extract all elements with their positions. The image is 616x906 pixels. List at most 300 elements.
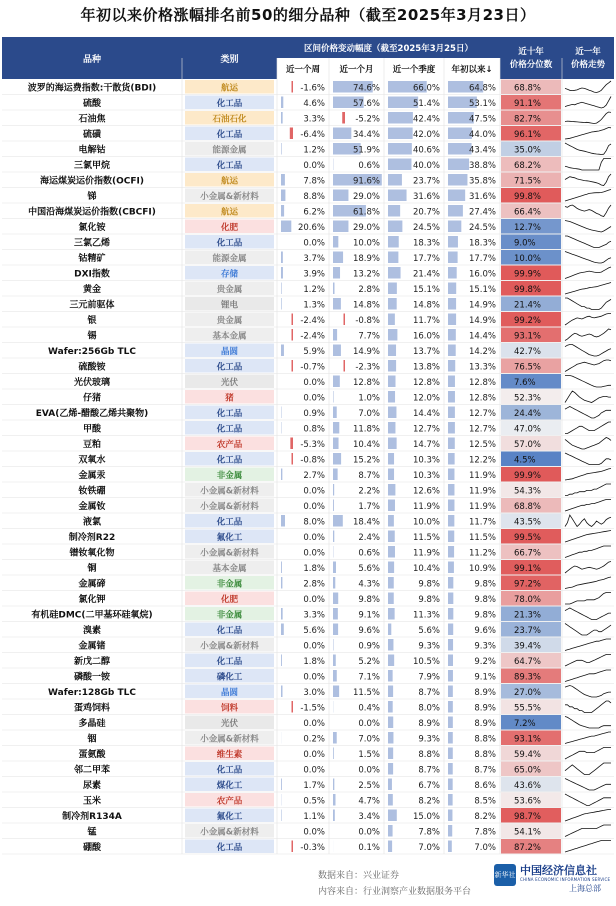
bar-y bbox=[448, 763, 453, 775]
value-q: 13.8% bbox=[412, 362, 440, 373]
value-m: 61.8% bbox=[352, 207, 380, 218]
value-q: 17.7% bbox=[412, 254, 440, 264]
trend-sparkline bbox=[565, 763, 611, 775]
bar-y bbox=[448, 407, 455, 419]
value-y: 11.2% bbox=[468, 548, 496, 559]
row-name: 锡 bbox=[87, 331, 97, 342]
value-m: 0.9% bbox=[358, 641, 380, 652]
trend-sparkline bbox=[565, 670, 611, 682]
source-line-2: 内容来自：行业洞察产业数据服务平台 bbox=[318, 887, 472, 897]
row-name: 金属汞 bbox=[78, 471, 106, 481]
bar-q bbox=[388, 329, 397, 341]
value-pct: 7.6% bbox=[514, 378, 536, 388]
row-name: 豆粕 bbox=[82, 440, 102, 450]
value-w: 20.6% bbox=[297, 223, 325, 233]
row-category: 化工品 bbox=[216, 626, 243, 636]
value-pct: 99.5% bbox=[514, 533, 542, 543]
value-w: 0.0% bbox=[303, 533, 325, 543]
value-w: 3.9% bbox=[303, 269, 325, 280]
trend-sparkline bbox=[565, 376, 611, 388]
bar-q bbox=[388, 484, 395, 496]
row-category: 基本金属 bbox=[212, 331, 247, 342]
bar-y bbox=[448, 577, 453, 589]
bar-m bbox=[333, 376, 340, 388]
value-m: -5.2% bbox=[355, 114, 380, 125]
bar-w bbox=[292, 453, 294, 465]
value-y: 44.0% bbox=[468, 130, 496, 140]
value-q: 10.5% bbox=[412, 657, 440, 667]
bar-y bbox=[448, 546, 454, 558]
row-name: 蛋氨酸 bbox=[78, 750, 106, 760]
value-pct: 53.6% bbox=[514, 796, 542, 807]
value-q: 14.8% bbox=[412, 300, 440, 311]
value-y: 18.3% bbox=[468, 238, 496, 249]
row-category: 晶圆 bbox=[220, 688, 239, 698]
bar-q bbox=[388, 221, 402, 233]
value-y: 11.9% bbox=[468, 471, 496, 481]
bar-q bbox=[388, 453, 394, 465]
trend-sparkline bbox=[565, 422, 611, 434]
value-pct: 21.3% bbox=[514, 610, 542, 621]
bar-w bbox=[281, 686, 283, 698]
row-name: 氯化铵 bbox=[78, 223, 106, 233]
value-m: 29.0% bbox=[352, 223, 380, 233]
value-w: 4.6% bbox=[303, 99, 325, 109]
value-y: 38.8% bbox=[468, 161, 496, 171]
bar-m bbox=[333, 422, 339, 434]
value-m: 3.4% bbox=[358, 812, 380, 822]
value-w: -0.7% bbox=[300, 362, 325, 373]
trend-sparkline bbox=[565, 329, 611, 341]
value-m: 0.6% bbox=[358, 161, 380, 171]
row-name: 锰 bbox=[87, 827, 97, 838]
value-w: 1.1% bbox=[303, 812, 325, 822]
row-name: 金属锗 bbox=[78, 641, 106, 652]
value-w: 5.6% bbox=[303, 626, 325, 636]
bar-y bbox=[448, 748, 453, 760]
header-name: 品种 bbox=[82, 55, 102, 65]
page-title: 年初以来价格涨幅排名前50的细分品种（截至2025年3月23日） bbox=[80, 6, 536, 24]
bar-q bbox=[388, 500, 395, 512]
bar-y bbox=[448, 701, 453, 713]
row-category: 能源金属 bbox=[212, 145, 247, 156]
bar-w bbox=[281, 190, 285, 202]
value-q: 10.3% bbox=[412, 455, 440, 466]
bar-y bbox=[448, 608, 453, 620]
data-table bbox=[2, 37, 614, 857]
bar-m bbox=[333, 686, 339, 698]
trend-sparkline bbox=[565, 345, 611, 357]
value-w: -0.3% bbox=[300, 843, 325, 853]
bar-q bbox=[388, 732, 393, 744]
value-w: 0.9% bbox=[303, 409, 325, 419]
value-y: 8.9% bbox=[474, 719, 496, 729]
value-pct: 24.4% bbox=[514, 409, 542, 419]
trend-sparkline bbox=[565, 515, 611, 527]
bar-m bbox=[333, 469, 338, 481]
row-name: 光伏玻璃 bbox=[73, 378, 111, 388]
value-pct: 54.1% bbox=[514, 827, 542, 838]
bar-m bbox=[333, 577, 335, 589]
value-m: 2.2% bbox=[358, 486, 380, 497]
bar-m bbox=[333, 670, 337, 682]
value-m: 74.6% bbox=[352, 83, 380, 94]
row-category: 小金属&新材料 bbox=[200, 827, 259, 838]
value-q: 9.3% bbox=[418, 641, 440, 652]
value-pct: 52.3% bbox=[514, 393, 542, 404]
value-q: 13.7% bbox=[412, 347, 440, 357]
trend-sparkline bbox=[565, 205, 611, 217]
value-m: 14.8% bbox=[352, 300, 380, 311]
bar-y bbox=[448, 360, 455, 372]
bar-q bbox=[388, 531, 395, 543]
row-name: 制冷剂R134A bbox=[62, 812, 122, 822]
value-pct: 66.4% bbox=[514, 207, 542, 218]
value-pct: 9.0% bbox=[514, 238, 536, 249]
value-y: 27.4% bbox=[468, 207, 496, 218]
value-q: 24.5% bbox=[412, 223, 440, 233]
row-category: 农产品 bbox=[216, 440, 243, 450]
trend-sparkline bbox=[565, 190, 611, 202]
bar-y bbox=[448, 345, 456, 357]
value-y: 9.2% bbox=[474, 657, 496, 667]
row-name: 镨钕氧化物 bbox=[69, 548, 115, 559]
row-category: 基本金属 bbox=[212, 564, 247, 574]
row-category: 氟化工 bbox=[216, 812, 243, 822]
bar-q bbox=[388, 236, 399, 248]
bar-q bbox=[388, 841, 392, 853]
value-pct: 78.0% bbox=[514, 595, 542, 605]
bar-y bbox=[448, 639, 453, 651]
value-m: 51.9% bbox=[352, 145, 380, 156]
value-pct: 54.3% bbox=[514, 486, 542, 497]
row-name: 中国沿海煤炭运价指数(CBCFI) bbox=[28, 207, 156, 218]
row-name: 有机硅DMC(二甲基环硅氧烷) bbox=[31, 610, 153, 621]
trend-sparkline bbox=[565, 391, 611, 403]
value-w: 0.0% bbox=[303, 765, 325, 776]
bar-m bbox=[333, 810, 335, 822]
bar-m bbox=[333, 190, 348, 202]
row-category: 航运 bbox=[220, 176, 239, 187]
bar-m bbox=[333, 593, 338, 605]
value-pct: 82.7% bbox=[514, 114, 542, 125]
value-y: 12.5% bbox=[468, 440, 496, 450]
value-pct: 55.5% bbox=[514, 703, 542, 714]
row-name: EVA(乙烯-醋酸乙烯共聚物) bbox=[35, 409, 149, 419]
trend-sparkline bbox=[565, 577, 611, 589]
value-q: 14.7% bbox=[412, 440, 440, 450]
bar-q bbox=[388, 128, 413, 140]
row-category: 化工品 bbox=[216, 657, 243, 667]
value-pct: 68.2% bbox=[514, 161, 542, 171]
value-y: 8.5% bbox=[474, 796, 496, 807]
row-category: 化工品 bbox=[216, 455, 243, 466]
value-y: 7.8% bbox=[474, 827, 496, 838]
bar-q bbox=[388, 593, 394, 605]
bar-m bbox=[342, 112, 345, 124]
value-y: 17.7% bbox=[468, 254, 496, 264]
row-category: 饲料 bbox=[220, 703, 239, 714]
value-y: 11.5% bbox=[468, 533, 496, 543]
row-category: 煤化工 bbox=[216, 781, 243, 791]
bar-y bbox=[448, 841, 452, 853]
value-m: 4.7% bbox=[358, 796, 380, 807]
value-q: 12.8% bbox=[412, 378, 440, 388]
value-m: 15.2% bbox=[352, 455, 380, 466]
bar-q bbox=[388, 391, 395, 403]
value-y: 53.1% bbox=[468, 99, 496, 109]
bar-q bbox=[388, 190, 407, 202]
header-pct-l2: 价格分位数 bbox=[509, 60, 553, 70]
bar-m bbox=[333, 748, 334, 760]
value-m: 14.9% bbox=[352, 347, 380, 357]
row-category: 化工品 bbox=[216, 424, 243, 435]
value-w: 5.9% bbox=[303, 347, 325, 357]
value-m: 5.2% bbox=[358, 657, 380, 667]
value-q: 31.6% bbox=[412, 192, 440, 202]
trend-sparkline bbox=[565, 655, 611, 667]
bar-m bbox=[333, 298, 341, 310]
bar-y bbox=[448, 438, 455, 450]
value-y: 35.8% bbox=[468, 176, 496, 187]
row-name: 钕铁硼 bbox=[78, 486, 106, 497]
value-pct: 93.1% bbox=[514, 331, 542, 342]
row-category: 存储 bbox=[220, 269, 239, 280]
value-q: 5.6% bbox=[418, 626, 440, 636]
row-name: 氯化钾 bbox=[78, 595, 106, 605]
header-ytd: 年初以来↓ bbox=[451, 65, 493, 75]
row-name: 三氯乙烯 bbox=[73, 238, 111, 249]
trend-sparkline bbox=[565, 608, 611, 620]
value-y: 24.5% bbox=[468, 223, 496, 233]
value-w: -2.4% bbox=[300, 331, 325, 342]
bar-y bbox=[448, 825, 452, 837]
value-y: 12.8% bbox=[468, 393, 496, 404]
row-name: DXI指数 bbox=[74, 269, 110, 280]
bar-q bbox=[388, 624, 391, 636]
bar-y bbox=[448, 562, 454, 574]
bar-y bbox=[448, 376, 455, 388]
value-y: 10.9% bbox=[468, 564, 496, 574]
value-q: 8.8% bbox=[418, 750, 440, 760]
value-pct: 71.5% bbox=[514, 176, 542, 187]
bar-m bbox=[333, 267, 340, 279]
value-y: 13.3% bbox=[468, 362, 496, 373]
value-m: -2.3% bbox=[355, 362, 380, 373]
value-m: 0.6% bbox=[358, 548, 380, 559]
row-name: 甲酸 bbox=[82, 424, 102, 435]
logo-subtitle: 上海总部 bbox=[569, 884, 601, 893]
bar-m bbox=[333, 624, 338, 636]
value-pct: 43.5% bbox=[514, 517, 542, 528]
row-name: 锑 bbox=[87, 192, 97, 202]
trend-sparkline bbox=[565, 221, 611, 233]
bar-y bbox=[448, 298, 456, 310]
value-m: 5.6% bbox=[358, 564, 380, 574]
value-w: 1.8% bbox=[303, 657, 325, 667]
value-q: 51.4% bbox=[412, 99, 440, 109]
trend-sparkline bbox=[565, 267, 611, 279]
value-m: -0.8% bbox=[355, 316, 380, 326]
bar-q bbox=[388, 639, 393, 651]
bar-w bbox=[281, 469, 282, 481]
value-q: 11.7% bbox=[412, 316, 440, 326]
bar-w bbox=[281, 345, 284, 357]
bar-q bbox=[388, 608, 395, 620]
value-w: 0.0% bbox=[303, 393, 325, 404]
row-category: 能源金属 bbox=[212, 254, 247, 264]
header-m1: 近一个月 bbox=[339, 65, 374, 75]
bar-q bbox=[388, 345, 396, 357]
trend-sparkline bbox=[565, 686, 611, 698]
value-w: 0.0% bbox=[303, 719, 325, 729]
value-pct: 99.8% bbox=[514, 192, 542, 202]
value-y: 47.5% bbox=[468, 114, 496, 125]
value-pct: 99.2% bbox=[514, 316, 542, 326]
row-name: 波罗的海运费指数:干散货(BDI) bbox=[27, 83, 157, 94]
value-m: 0.1% bbox=[358, 843, 380, 853]
value-m: 29.0% bbox=[352, 192, 380, 202]
value-m: 7.0% bbox=[358, 409, 380, 419]
value-w: 2.8% bbox=[303, 579, 325, 590]
value-y: 14.9% bbox=[468, 316, 496, 326]
bar-y bbox=[448, 314, 456, 326]
bar-m bbox=[333, 515, 343, 527]
value-y: 8.6% bbox=[474, 781, 496, 791]
value-q: 11.5% bbox=[412, 533, 440, 543]
row-category: 非金属 bbox=[216, 579, 243, 590]
row-category: 贵金属 bbox=[216, 316, 243, 326]
row-name: 硼酸 bbox=[82, 843, 102, 853]
bar-q bbox=[388, 655, 394, 667]
bar-w bbox=[281, 112, 283, 124]
value-m: 1.5% bbox=[358, 750, 380, 760]
value-q: 8.2% bbox=[418, 796, 440, 807]
bar-w bbox=[281, 562, 282, 574]
bar-w bbox=[281, 577, 282, 589]
trend-sparkline bbox=[565, 298, 611, 310]
header-range-group: 区间价格变动幅度（截至2025年3月25日） bbox=[304, 44, 473, 54]
value-q: 40.6% bbox=[412, 145, 440, 156]
row-category: 贵金属 bbox=[216, 285, 243, 295]
trend-sparkline bbox=[565, 624, 611, 636]
value-m: 2.4% bbox=[358, 533, 380, 543]
bar-y bbox=[448, 515, 454, 527]
bar-y bbox=[448, 717, 453, 729]
value-q: 9.3% bbox=[418, 734, 440, 745]
bar-m bbox=[333, 500, 334, 512]
bar-q bbox=[388, 701, 393, 713]
trend-sparkline bbox=[565, 531, 611, 543]
bar-m bbox=[333, 407, 337, 419]
value-pct: 27.0% bbox=[514, 688, 542, 698]
trend-sparkline bbox=[565, 159, 611, 171]
value-m: 8.7% bbox=[358, 471, 380, 481]
value-y: 8.2% bbox=[474, 812, 496, 822]
value-q: 7.0% bbox=[418, 843, 440, 853]
bar-m bbox=[333, 329, 337, 341]
value-m: 0.0% bbox=[358, 765, 380, 776]
value-m: 18.9% bbox=[352, 254, 380, 264]
row-category: 光伏 bbox=[220, 719, 239, 729]
row-name: 邻二甲苯 bbox=[73, 765, 111, 776]
value-m: 2.5% bbox=[358, 781, 380, 791]
trend-sparkline bbox=[565, 438, 611, 450]
bar-m bbox=[333, 345, 341, 357]
value-m: 13.2% bbox=[352, 269, 380, 280]
value-w: 0.0% bbox=[303, 641, 325, 652]
value-q: 8.7% bbox=[418, 765, 440, 776]
value-q: 10.3% bbox=[412, 471, 440, 481]
value-pct: 10.0% bbox=[514, 254, 542, 264]
value-m: 34.4% bbox=[352, 130, 380, 140]
bar-w bbox=[290, 128, 293, 140]
bar-q bbox=[388, 469, 394, 481]
value-w: 0.2% bbox=[303, 734, 325, 745]
row-category: 农产品 bbox=[216, 796, 243, 807]
bar-q bbox=[388, 748, 393, 760]
trend-sparkline bbox=[565, 469, 611, 481]
bar-q bbox=[388, 407, 396, 419]
bar-w bbox=[281, 205, 284, 217]
row-category: 化工品 bbox=[216, 238, 243, 249]
row-category: 小金属&新材料 bbox=[200, 641, 259, 652]
value-w: 3.0% bbox=[303, 688, 325, 698]
value-y: 9.1% bbox=[474, 672, 496, 683]
row-category: 化工品 bbox=[216, 765, 243, 776]
bar-q bbox=[388, 794, 393, 806]
bar-m bbox=[333, 484, 334, 496]
row-category: 小金属&新材料 bbox=[200, 548, 259, 559]
row-category: 光伏 bbox=[220, 378, 239, 388]
value-w: -0.8% bbox=[300, 455, 325, 466]
value-y: 11.9% bbox=[468, 502, 496, 512]
trend-sparkline bbox=[565, 748, 611, 760]
bar-y bbox=[448, 329, 456, 341]
row-category: 小金属&新材料 bbox=[200, 486, 259, 497]
header-q1: 近一个季度 bbox=[392, 65, 436, 75]
value-w: 0.0% bbox=[303, 750, 325, 760]
trend-sparkline bbox=[565, 794, 611, 806]
value-m: 0.4% bbox=[358, 703, 380, 714]
bar-w bbox=[290, 438, 293, 450]
value-w: 0.0% bbox=[303, 161, 325, 171]
value-y: 14.9% bbox=[468, 300, 496, 311]
value-w: 1.2% bbox=[303, 145, 325, 156]
value-y: 7.0% bbox=[474, 843, 496, 853]
value-pct: 91.1% bbox=[514, 99, 542, 109]
value-q: 15.1% bbox=[412, 285, 440, 295]
bar-w bbox=[281, 515, 285, 527]
bar-w bbox=[292, 360, 294, 372]
bar-y bbox=[448, 205, 463, 217]
trend-sparkline bbox=[565, 252, 611, 264]
value-w: 0.8% bbox=[303, 424, 325, 435]
bar-y bbox=[448, 221, 461, 233]
bar-m bbox=[344, 360, 346, 372]
value-q: 8.0% bbox=[418, 703, 440, 714]
trend-sparkline bbox=[565, 825, 611, 837]
value-q: 42.4% bbox=[412, 114, 440, 125]
value-q: 15.0% bbox=[412, 812, 440, 822]
value-w: 2.7% bbox=[303, 471, 325, 481]
row-category: 化工品 bbox=[216, 843, 243, 853]
row-category: 锂电 bbox=[220, 300, 239, 311]
value-m: 57.6% bbox=[352, 99, 380, 109]
row-name: Wafer:256Gb TLC bbox=[48, 347, 136, 357]
value-q: 42.0% bbox=[412, 130, 440, 140]
value-pct: 93.1% bbox=[514, 734, 542, 745]
